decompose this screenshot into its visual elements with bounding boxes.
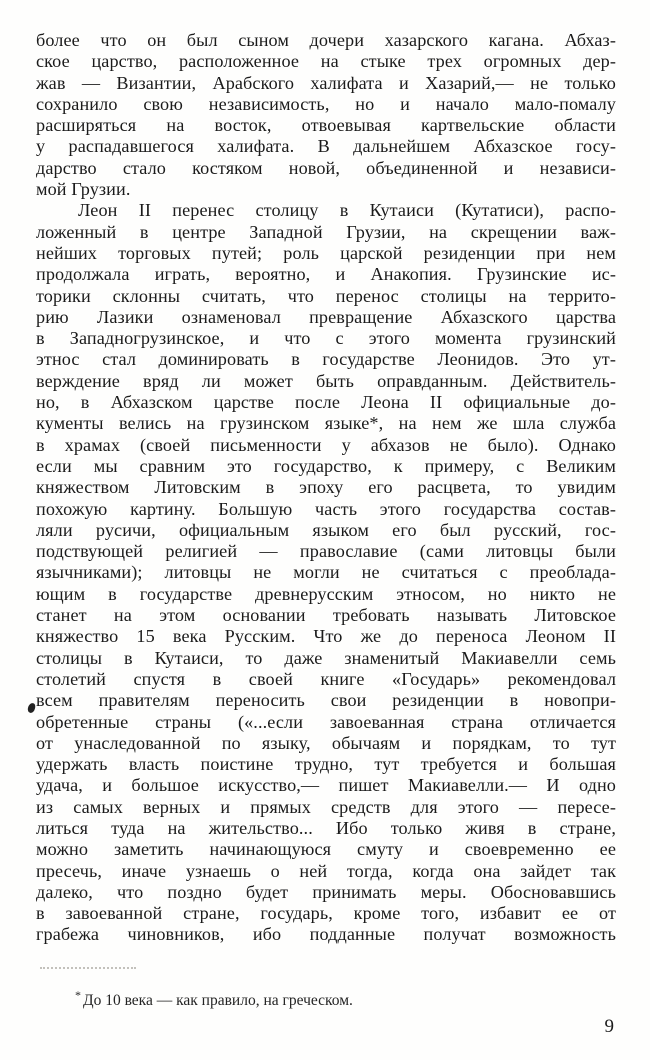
text-line: ляли русичи, официальным языком его был русский, гос- (36, 519, 616, 540)
text-line: пресечь, иначе узнаешь о ней тогда, когда она зайдет так (36, 860, 616, 881)
text-line: княжеством Литовским в эпоху его расцвета, то увидим (36, 477, 616, 498)
text-line: дарство стало костяком новой, объединенной и независи- (36, 157, 616, 178)
text-line: ское царство, расположенное на стыке трех огромных дер- (36, 51, 616, 72)
text-line: в Западногрузинское, и что с этого момента грузинский (36, 328, 616, 349)
text-line: удача, и большое искусство,— пишет Макиавелли.— И одно (36, 775, 616, 796)
text-line: похожую картину. Большую часть этого государства состав- (36, 498, 616, 519)
text-line: столицы в Кутаиси, то даже знаменитый Макиавелли семь (36, 647, 616, 668)
text-line: обретенные страны («...если завоеванная страна отличается (36, 711, 616, 732)
text-line: подствующей религией — православие (сами литовцы были (36, 541, 616, 562)
text-line: рию Лазики ознаменовал превращение Абхазского царства (36, 306, 616, 327)
text-line: грабежа чиновников, ибо подданные получат возможность (36, 924, 616, 945)
text-line: нейших торговых путей; роль царской резиденции при нем (36, 242, 616, 263)
text-line: столетий спустя в своей книге «Государь» рекомендовал (36, 668, 616, 689)
text-line: далеко, что поздно будет принимать меры. Обосновавшись (36, 881, 616, 902)
footnote-rule-remnant (40, 967, 136, 969)
footnote-marker: * (75, 988, 81, 1002)
text-line: кументы велись на грузинском языке*, на нем же шла служба (36, 413, 616, 434)
footnote (75, 986, 353, 1010)
text-line: в храмах (своей письменности у абхазов не было). Однако (36, 434, 616, 455)
text-line: сохранило свою независимость, но и начало мало-помалу (36, 93, 616, 114)
ink-blot-artifact (27, 702, 36, 713)
text-line: от унаследованной по языку, обычаям и порядкам, то тут (36, 732, 616, 753)
text-line: если мы сравним это государство, к примеру, с Великим (36, 455, 616, 476)
text-line: Леон II перенес столицу в Кутаиси (Кутатиси), распо- (78, 200, 616, 221)
text-line: более что он был сыном дочери хазарского кагана. Абхаз- (36, 30, 616, 50)
text-line: литься туда на жительство... Ибо только живя в стране, (36, 817, 616, 838)
text-line: жав — Византии, Арабского халифата и Хазарий,— не только (36, 72, 616, 93)
text-line: торики склонны считать, что перенос столицы на террито- (36, 285, 616, 306)
text-line: мой Грузии. (36, 179, 131, 200)
text-line: княжество 15 века Русским. Что же до переноса Леоном II (36, 626, 616, 647)
footnote-text: До 10 века — как правило, на греческом. (83, 992, 353, 1010)
text-line: станет на этом основании требовать называть Литовское (36, 605, 616, 626)
text-line: верждение вряд ли может быть оправданным. Действитель- (36, 370, 616, 391)
text-line: этнос стал доминировать в государстве Леонидов. Это ут- (36, 349, 616, 370)
text-line: расширяться на восток, отвоевывая картвельские области (36, 115, 616, 136)
text-line: язычниками); литовцы не могли не считаться с преоблада- (36, 562, 616, 583)
text-line: ложенный в центре Западной Грузии, на скрещении важ- (36, 221, 616, 242)
text-line: продолжала играть, вероятно, и Анакопия. Грузинские ис- (36, 264, 616, 285)
text-line: можно заметить начинающуюся смуту и своевременно ее (36, 839, 616, 860)
text-line: всем правителям переносить свои резиденции в новопри- (36, 690, 616, 711)
page-number: 9 (604, 1016, 614, 1037)
text-line: но, в Абхазском царстве после Леона II официальные до- (36, 392, 616, 413)
text-line: у распадавшегося халифата. В дальнейшем Абхазское госу- (36, 136, 616, 157)
text-line: в завоеванной стране, государь, кроме того, избавит ее от (36, 903, 616, 924)
text-line: из самых верных и прямых средств для этого — пересе- (36, 796, 616, 817)
text-block (36, 30, 616, 946)
text-line: удержать власть поистине трудно, тут требуется и большая (36, 754, 616, 775)
text-line: ющим в государстве древнерусским этносом, но никто не (36, 583, 616, 604)
